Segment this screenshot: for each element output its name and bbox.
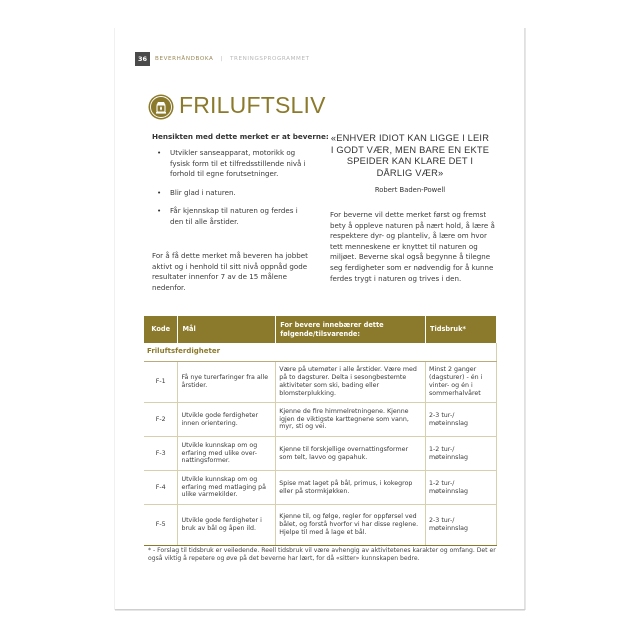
header-separator: | — [220, 56, 223, 62]
cell-tidsbruk: 1-2 tur-/ møteinnslag — [426, 437, 497, 471]
footnote: * - Forslag til tidsbruk er veiledende. Reell tidsbruk vil være avhengig av aktivitetenes karakter og omfang. Det er også viktig å repetere og øve på det beverne har lært, for då «sitter» kunnskapen bedre. — [148, 547, 496, 563]
list-item: • Blir glad i naturen. — [155, 188, 313, 199]
col-header-maal: Mål — [178, 316, 276, 343]
cell-innebaerer: Være på utemøter i alle årstider. Være med på to dagsturer. Delta i sesongbestemte aktiviteter som ski, bading eller blomsterplukking. — [276, 362, 426, 403]
table-row — [144, 471, 497, 505]
col-header-innebaerer: For bevere innebærer dette følgende/tilsvarende: — [276, 316, 426, 343]
quote-author: Robert Baden-Powell — [374, 186, 446, 194]
cell-innebaerer: Spise mat laget på bål, primus, i kokegrop eller på stormkjøkken. — [276, 471, 426, 505]
goals-table — [144, 316, 497, 546]
list-item: • Utvikler sanseapparat, motorikk og fysisk form til et tilfredsstillende nivå i forhold til egne forutsetninger. — [155, 148, 313, 180]
table-row — [144, 437, 497, 471]
cell-maal: Utvikle kunnskap om og erfaring med matlaging på ulike varmekilder. — [178, 471, 276, 505]
table-row — [144, 403, 497, 437]
table-section-row — [144, 343, 497, 362]
cell-maal: Utvikle gode ferdigheter i bruk av bål og åpen ild. — [178, 505, 276, 546]
cell-kode: F-3 — [144, 437, 178, 471]
table-header-row — [144, 316, 497, 343]
cell-innebaerer: Kjenne de fire himmelretningene. Kjenne igjen de viktigste karttegnene som vann, myr, sti og vei. — [276, 403, 426, 437]
purpose-lead: Hensikten med dette merket er at beverne: — [152, 132, 329, 141]
page-edge-right — [524, 28, 525, 610]
list-item: • Får kjennskap til naturen og ferdes i den til alle årstider. — [155, 206, 313, 227]
lantern-badge-icon — [148, 94, 174, 120]
intro-paragraph: For beverne vil dette merket først og fremst bety å oppleve naturen på nært hold, å lære å respektere dyr- og planteliv, å lære om hvor tett menneskene er knyttet til naturen og miljøet. Beverne skal også begynne å tilegne seg ferdigheter som er nødvendig for å kunne ferdes trygt i naturen og trives i den. — [330, 210, 495, 283]
page-title: FRILUFTSLIV — [179, 92, 326, 118]
cell-kode: F-4 — [144, 471, 178, 505]
running-header — [135, 52, 310, 66]
cell-innebaerer: Kjenne til forskjellige overnattingsformer som telt, lavvo og gapahuk. — [276, 437, 426, 471]
cell-tidsbruk: 2-3 tur-/ møteinnslag — [426, 505, 497, 546]
page-number: 36 — [135, 52, 150, 66]
cell-tidsbruk: Minst 2 ganger (dagsturer) - én i vinter- og én i sommerhalvåret — [426, 362, 497, 403]
col-header-kode: Kode — [144, 316, 178, 343]
cell-tidsbruk: 2-3 tur-/ møteinnslag — [426, 403, 497, 437]
requirement-paragraph: For å få dette merket må beveren ha jobbet aktivt og i henhold til sitt nivå oppnåd gode resultater innenfor 7 av de 15 målene nedenfor. — [152, 251, 308, 292]
cell-kode: F-2 — [144, 403, 178, 437]
cell-kode: F-1 — [144, 362, 178, 403]
section-title: TRENINGSPROGRAMMET — [229, 56, 310, 62]
pull-quote: «ENHVER IDIOT KAN LIGGE I LEIR I GODT VÆR, MEN BARE EN EKTE SPEIDER KAN KLARE DET I DÅRLIG VÆR» — [330, 133, 490, 179]
cell-maal: Utvikle gode ferdigheter innen orientering. — [178, 403, 276, 437]
purpose-list — [155, 148, 313, 235]
cell-maal: Få nye turerfaringer fra alle årstider. — [178, 362, 276, 403]
book-title: BEVERHÅNDBOKA — [155, 56, 214, 62]
page-edge-bottom — [115, 609, 525, 610]
table-row — [144, 362, 497, 403]
col-header-tidsbruk: Tidsbruk* — [426, 316, 497, 343]
cell-maal: Utvikle kunnskap om og erfaring med ulike over- nattingsformer. — [178, 437, 276, 471]
section-label: Friluftsferdigheter — [144, 343, 497, 362]
table-row — [144, 505, 497, 546]
cell-tidsbruk: 1-2 tur-/ møteinnslag — [426, 471, 497, 505]
cell-kode: F-5 — [144, 505, 178, 546]
cell-innebaerer: Kjenne til, og følge, regler for oppførsel ved bålet, og forstå hvorfor vi har disse reglene. Hjelpe til med å lage et bål. — [276, 505, 426, 546]
